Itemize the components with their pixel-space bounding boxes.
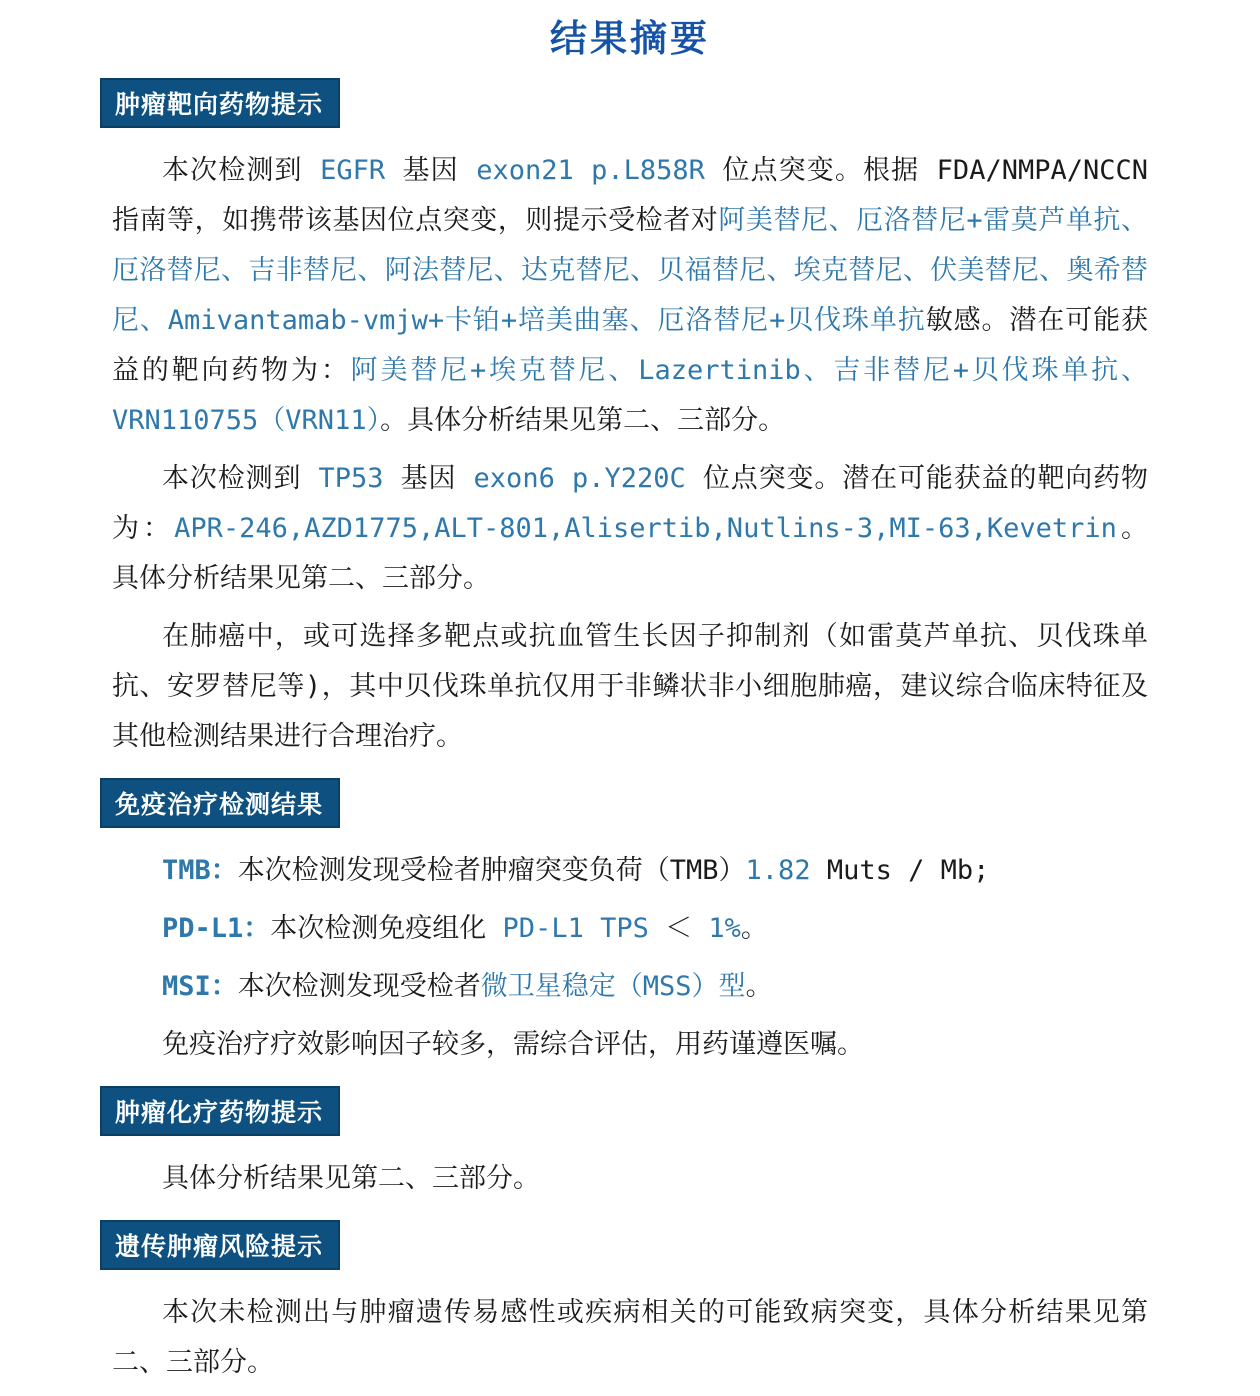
text-segment: 。: [740, 913, 768, 944]
text-segment: 。: [745, 971, 773, 1002]
section-header-targeted-drugs: [100, 78, 340, 128]
text-segment: 免疫治疗疗效影响因子较多，需综合评估，用药谨遵医嘱。: [162, 1029, 864, 1060]
section-header-immunotherapy: [100, 778, 340, 828]
text-segment: 本次检测到: [162, 155, 321, 186]
highlighted-text-segment: PD-L1：: [162, 913, 271, 944]
highlighted-text-segment: exon6 p.Y220C: [473, 463, 686, 494]
section-hereditary-risk: [0, 1220, 1260, 1388]
highlighted-text-segment: MSI：: [162, 971, 238, 1002]
section-body-chemotherapy: [112, 1154, 1148, 1204]
text-segment: 本次检测发现受检者: [237, 971, 481, 1002]
highlighted-text-segment: 微卫星稳定（MSS）型: [480, 971, 746, 1002]
page-title: 结果摘要: [550, 17, 710, 60]
text-segment: 位点突变。潜在可能获益的靶向药物为：: [112, 463, 1148, 544]
sections-container: [0, 78, 1260, 1388]
section-immunotherapy: [0, 778, 1260, 1070]
paragraph: [112, 962, 1148, 1012]
section-header-label: 免疫治疗检测结果: [115, 790, 324, 819]
paragraph: [112, 904, 1148, 954]
text-segment: 。具体分析结果见第二、三部分。: [112, 513, 1148, 594]
text-segment: 在肺癌中，或可选择多靶点或抗血管生长因子抑制剂（如雷莫芦单抗、贝伐珠单抗、安罗替尼等)，其中贝伐珠单抗仅用于非鳞状非小细胞肺癌，建议综合临床特征及其他检测结果进行合理治疗。: [112, 621, 1148, 752]
section-header-hereditary-risk: [100, 1220, 340, 1270]
text-segment: 本次检测到: [162, 463, 319, 494]
text-segment: 基因: [385, 155, 477, 186]
section-header-chemotherapy: [100, 1086, 340, 1136]
highlighted-text-segment: 阿美替尼+埃克替尼、Lazertinib、吉非替尼+贝伐珠单抗、VRN110755（VRN11）: [112, 355, 1148, 436]
text-segment: ＜: [648, 913, 709, 944]
highlighted-text-segment: TP53: [318, 463, 384, 494]
paragraph: [112, 1288, 1148, 1388]
highlighted-text-segment: EGFR: [320, 155, 386, 186]
text-segment: 本次检测免疫组化: [270, 913, 503, 944]
text-segment: 敏感。潜在可能获益的靶向药物为：: [112, 305, 1149, 386]
highlighted-text-segment: 1%: [708, 913, 741, 944]
paragraph: [112, 846, 1148, 896]
section-body-immunotherapy: [112, 846, 1148, 1070]
section-body-hereditary-risk: [112, 1288, 1148, 1388]
paragraph: [112, 454, 1148, 604]
section-chemotherapy: [0, 1086, 1260, 1204]
paragraph: [112, 1020, 1148, 1070]
text-segment: 具体分析结果见第二、三部分。: [162, 1163, 540, 1194]
highlighted-text-segment: 阿美替尼、厄洛替尼+雷莫芦单抗、厄洛替尼、吉非替尼、阿法替尼、达克替尼、贝福替尼、埃克替尼、伏美替尼、奥希替尼、Amivantamab-vmjw+卡铂+培美曲塞、厄洛替尼+贝伐珠单抗: [112, 205, 1148, 336]
text-segment: 本次检测发现受检者肿瘤突变负荷（TMB）: [237, 855, 746, 886]
text-segment: 本次未检测出与肿瘤遗传易感性或疾病相关的可能致病突变，具体分析结果见第二、三部分。: [112, 1297, 1148, 1378]
text-segment: Muts / Mb;: [810, 855, 990, 886]
section-header-label: 肿瘤靶向药物提示: [115, 90, 324, 119]
section-targeted-drugs: [0, 78, 1260, 762]
text-segment: 基因: [383, 463, 474, 494]
text-segment: 。具体分析结果见第二、三部分。: [380, 405, 786, 436]
section-header-label: 肿瘤化疗药物提示: [115, 1098, 324, 1127]
section-body-targeted-drugs: [112, 146, 1148, 762]
section-header-label: 遗传肿瘤风险提示: [115, 1232, 324, 1261]
paragraph: [112, 146, 1148, 446]
report-page: [0, 8, 1260, 1388]
highlighted-text-segment: 1.82: [745, 855, 811, 886]
highlighted-text-segment: exon21 p.L858R: [476, 155, 705, 186]
paragraph: [112, 1154, 1148, 1204]
text-segment: 位点突变。根据 FDA/NMPA/NCCN 指南等，如携带该基因位点突变，则提示受检者对: [112, 155, 1148, 236]
paragraph: [112, 612, 1148, 762]
highlighted-text-segment: TMB：: [162, 855, 238, 886]
highlighted-text-segment: PD-L1 TPS: [502, 913, 649, 944]
highlighted-text-segment: APR-246,AZD1775,ALT-801,Alisertib,Nutlins-3,MI-63,Kevetrin: [174, 513, 1117, 544]
